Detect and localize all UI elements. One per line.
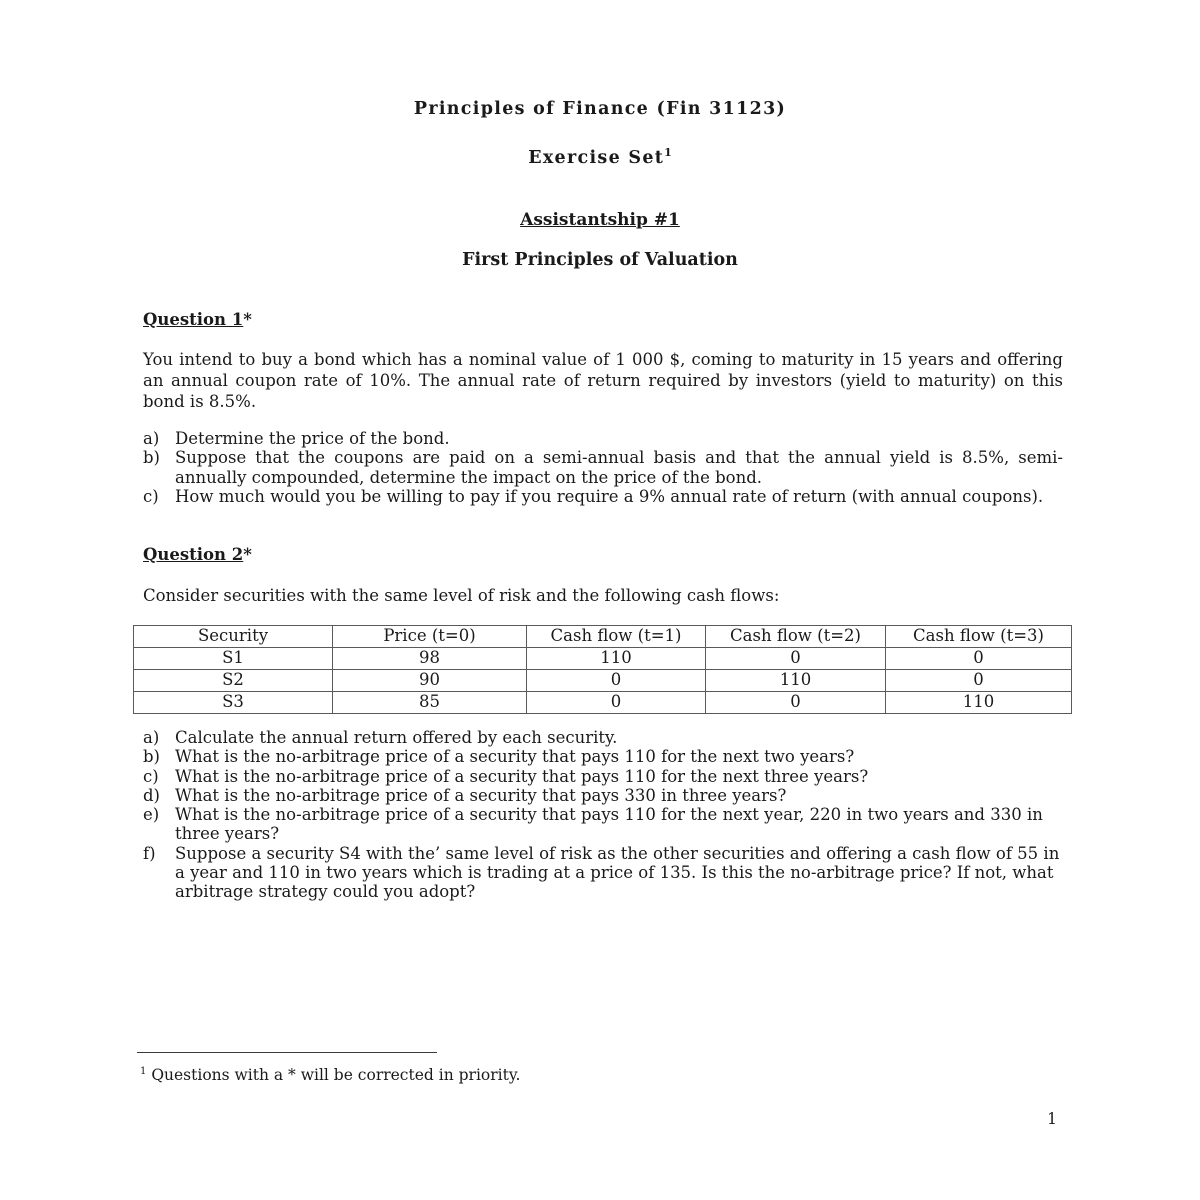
- question-1-list: [143, 429, 1063, 506]
- list-item-marker: b): [143, 747, 160, 767]
- table-row: [134, 648, 1072, 670]
- list-item-text: What is the no-arbitrage price of a security that pays 330 in three years?: [175, 785, 787, 805]
- question-2-heading: [143, 545, 252, 564]
- page-number: 1: [1047, 1110, 1057, 1128]
- list-item-marker: e): [143, 805, 160, 825]
- list-item-text: What is the no-arbitrage price of a security that pays 110 for the next year, 220 in two years and 330 in three years?: [175, 805, 1043, 844]
- session-title: [0, 210, 1200, 230]
- session-title-text: Assistantship #1: [520, 210, 680, 230]
- question-1-heading-star: *: [243, 310, 252, 329]
- table-row: [134, 670, 1072, 692]
- table-cell: 0: [886, 648, 1072, 670]
- question-2-list: [143, 728, 1063, 902]
- list-item: [143, 487, 1063, 506]
- list-item-text: Calculate the annual return offered by each security.: [175, 728, 618, 747]
- list-item: [143, 767, 1063, 786]
- list-item: [143, 786, 1063, 805]
- list-item-text: Suppose that the coupons are paid on a semi-annual basis and that the annual yield is 8.5%, semi-annually compounded, determine the impact on the price of the bond.: [175, 448, 1063, 487]
- table-header-cell: Price (t=0): [333, 626, 527, 648]
- list-item-text: How much would you be willing to pay if you require a 9% annual rate of return (with annual coupons).: [175, 486, 1044, 506]
- list-item: [143, 728, 1063, 747]
- document-subtitle: [0, 146, 1200, 168]
- footnote: [140, 1062, 520, 1085]
- list-item-marker: f): [143, 843, 156, 863]
- question-2-intro: Consider securities with the same level of risk and the following cash flows:: [143, 586, 780, 605]
- table-header-cell: Cash flow (t=2): [706, 626, 886, 648]
- question-1-heading: [143, 310, 252, 329]
- document-subtitle-footnote-marker: 1: [664, 146, 672, 159]
- list-item-marker: c): [143, 486, 159, 506]
- list-item-text: What is the no-arbitrage price of a security that pays 110 for the next three years?: [175, 766, 869, 786]
- question-1-heading-label: Question 1: [143, 310, 244, 329]
- table-cell: 90: [333, 670, 527, 692]
- list-item-marker: a): [143, 429, 160, 448]
- question-1-intro: You intend to buy a bond which has a nominal value of 1 000 $, coming to maturity in 15 years and offering an annual coupon rate of 10%. The annual rate of return required by investors (yield to maturity) on this bond is 8.5%.: [143, 350, 1063, 411]
- list-item-marker: b): [143, 448, 160, 468]
- table-cell: 85: [333, 692, 527, 714]
- document-title: Principles of Finance (Fin 31123): [413, 99, 787, 119]
- table-header-row: [134, 626, 1072, 648]
- topic-title: First Principles of Valuation: [462, 250, 738, 270]
- table-header-cell: Cash flow (t=3): [886, 626, 1072, 648]
- table-header-cell: Cash flow (t=1): [527, 626, 706, 648]
- list-item: [143, 448, 1063, 487]
- list-item: [143, 747, 1063, 766]
- footnote-text: Questions with a * will be corrected in priority.: [151, 1066, 521, 1085]
- list-item-marker: a): [143, 728, 160, 747]
- table-cell: 0: [527, 692, 706, 714]
- question-2-heading-label: Question 2: [143, 545, 244, 564]
- footnote-marker: 1: [140, 1066, 147, 1077]
- footnote-separator: [137, 1052, 437, 1053]
- table-cell: 110: [886, 692, 1072, 714]
- list-item-marker: c): [143, 766, 159, 786]
- list-item: [143, 844, 1063, 902]
- table-cell: 0: [706, 648, 886, 670]
- question-2-heading-star: *: [243, 545, 252, 564]
- table-cell: S1: [134, 648, 333, 670]
- table-cell: 0: [886, 670, 1072, 692]
- table-cell: 0: [527, 670, 706, 692]
- table-cell: 98: [333, 648, 527, 670]
- table-cell: 110: [706, 670, 886, 692]
- table-cell: 0: [706, 692, 886, 714]
- table-header-cell: Security: [134, 626, 333, 648]
- table-cell: S3: [134, 692, 333, 714]
- cash-flow-table: [133, 625, 1072, 714]
- list-item-marker: d): [143, 785, 160, 805]
- table-cell: S2: [134, 670, 333, 692]
- list-item-text: Suppose a security S4 with the’ same level of risk as the other securities and offering a cash flow of 55 in a year and 110 in two years which is trading at a price of 135. Is this the no-arbitrage price? If not, what arbitrage strategy could you adopt?: [175, 843, 1060, 902]
- table-row: [134, 692, 1072, 714]
- list-item: [143, 429, 1063, 448]
- list-item: [143, 805, 1063, 844]
- document-subtitle-text: Exercise Set: [528, 147, 665, 168]
- table-cell: 110: [527, 648, 706, 670]
- list-item-text: What is the no-arbitrage price of a security that pays 110 for the next two years?: [175, 747, 855, 767]
- list-item-text: Determine the price of the bond.: [175, 429, 450, 448]
